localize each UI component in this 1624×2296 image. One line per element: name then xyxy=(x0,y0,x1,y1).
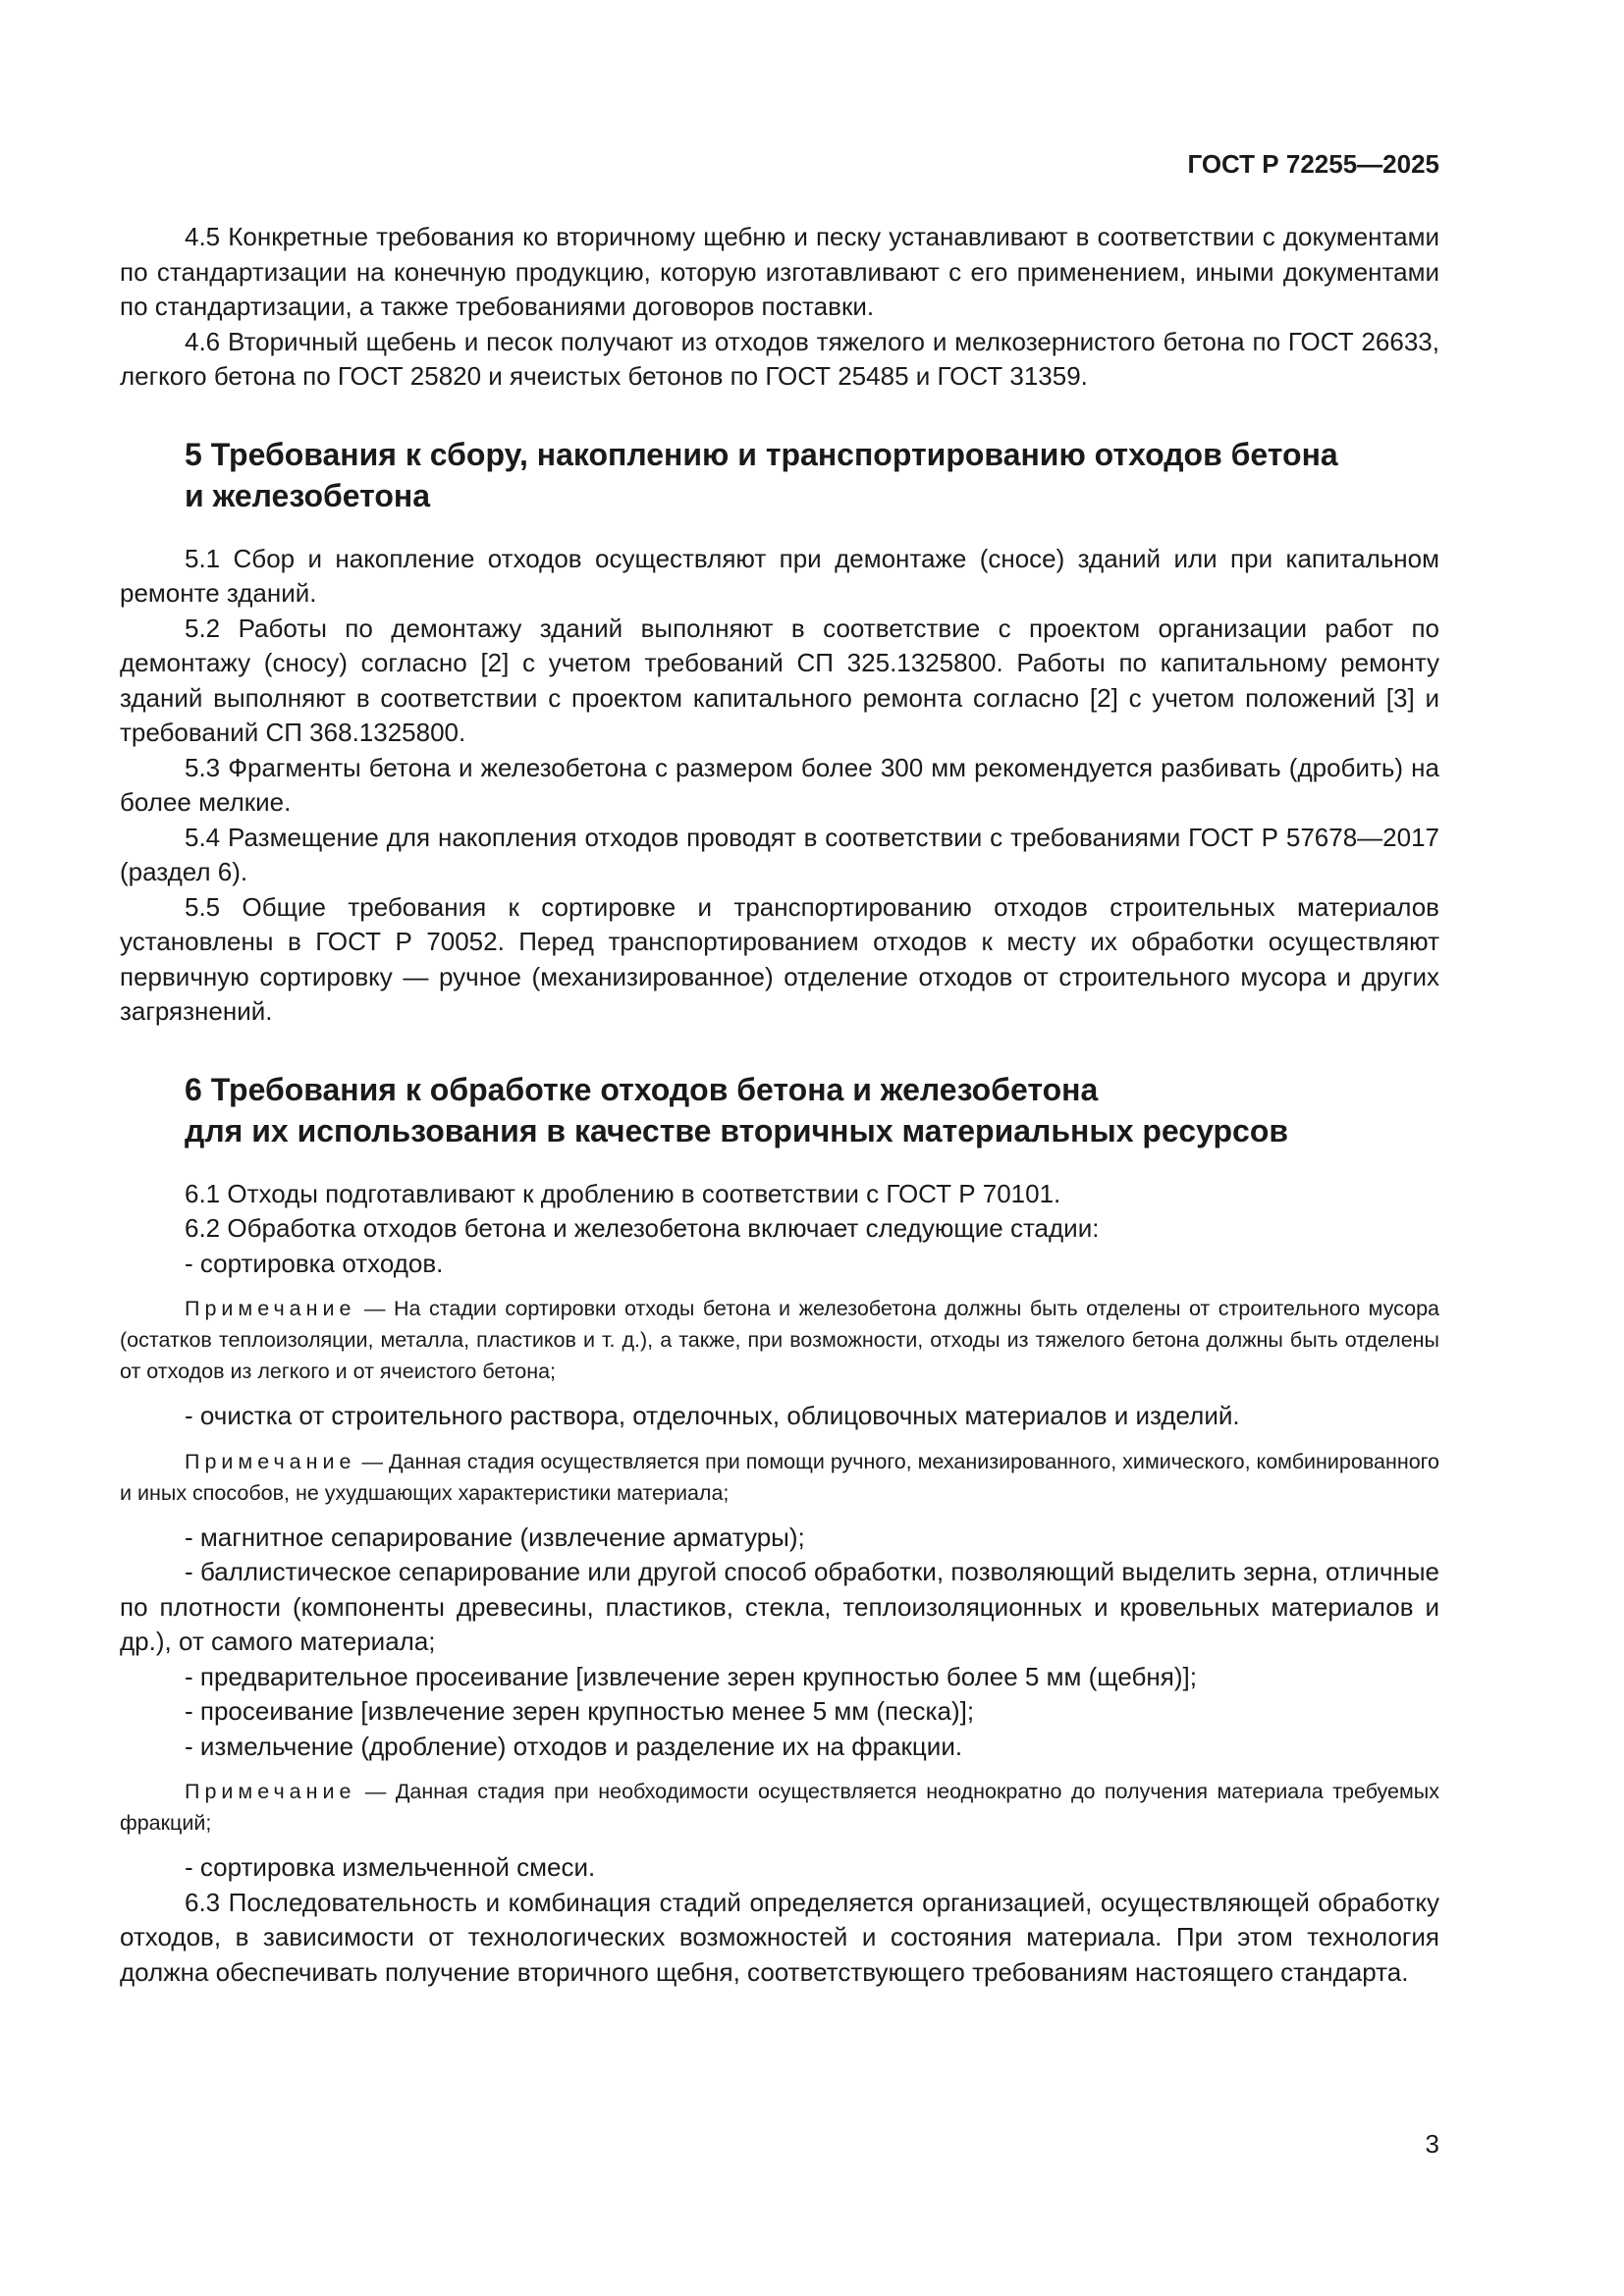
list-item-sorting: - сортировка отходов. xyxy=(185,1248,444,1278)
section-5-heading xyxy=(120,434,1439,516)
section-5-heading-line2: и железобетона xyxy=(185,477,431,513)
note-sorting-text: — На стадии сортировки отходы бетона и железобетона должны быть отделены от строительного мусора (остатков теплоизоляции, металла, пластиков и т. д.), а также, при возможности, отходы из тяжелого бетона должны быть отделены от отходов из легкого и от ячеистого бетона; xyxy=(120,1297,1439,1383)
paragraph-5-4: 5.4 Размещение для накопления отходов проводят в соответствии с требованиями ГОСТ Р 57678—2017 (раздел 6). xyxy=(120,822,1439,886)
list-item-screen: - просеивание [извлечение зерен крупностью менее 5 мм (песка)]; xyxy=(185,1696,975,1726)
note-label: Примечание xyxy=(185,1297,356,1320)
note-crushing xyxy=(120,1776,1439,1839)
note-label: Примечание xyxy=(185,1449,356,1473)
paragraph-5-3: 5.3 Фрагменты бетона и железобетона с размером более 300 мм рекомендуется разбивать (дробить) на более мелкие. xyxy=(120,752,1439,817)
note-sorting xyxy=(120,1293,1439,1387)
note-cleaning xyxy=(120,1446,1439,1509)
section-5-heading-line1: 5 Требования к сбору, накоплению и транспортированию отходов бетона xyxy=(185,436,1338,472)
section-6-heading-line2: для их использования в качестве вторичных материальных ресурсов xyxy=(185,1112,1289,1148)
page-number: 3 xyxy=(1425,2129,1439,2159)
note-cleaning-text: — Данная стадия осуществляется при помощи ручного, механизированного, химического, комбинированного и иных способов, не ухудшающих характеристики материала; xyxy=(120,1449,1439,1505)
section-6-heading xyxy=(120,1069,1439,1151)
paragraph-6-3: 6.3 Последовательность и комбинация стадий определяется организацией, осуществляющей обработку отходов, в зависимости от технологических возможностей и состояния материала. При этом технология должна обеспечивать получение вторичного щебня, соответствующего требованиям настоящего стандарта. xyxy=(120,1887,1439,1987)
document-body xyxy=(120,220,1439,1990)
list-item-prescreen: - предварительное просеивание [извлечение зерен крупностью более 5 мм (щебня)]; xyxy=(185,1661,1197,1691)
list-item-crushing: - измельчение (дробление) отходов и разделение их на фракции. xyxy=(185,1731,963,1761)
paragraph-5-2: 5.2 Работы по демонтажу зданий выполняют в соответствие с проектом организации работ по демонтажу (сносу) согласно [2] с учетом требований СП 325.1325800. Работы по капитальному ремонту зданий выполняют в соответствии с проектом капитального ремонта согласно [2] с учетом положений [3] и требований СП 368.1325800. xyxy=(120,613,1439,747)
paragraph-6-1: 6.1 Отходы подготавливают к дроблению в соответствии с ГОСТ Р 70101. xyxy=(185,1178,1061,1208)
section-6-heading-line1: 6 Требования к обработке отходов бетона и железобетона xyxy=(185,1071,1099,1107)
paragraph-4-6: 4.6 Вторичный щебень и песок получают из отходов тяжелого и мелкозернистого бетона по ГОСТ 26633, легкого бетона по ГОСТ 25820 и ячеистых бетонов по ГОСТ 25485 и ГОСТ 31359. xyxy=(120,326,1439,391)
list-item-cleaning: - очистка от строительного раствора, отделочных, облицовочных материалов и изделий. xyxy=(185,1401,1240,1430)
list-item-mix: - сортировка измельченной смеси. xyxy=(185,1852,596,1882)
paragraph-4-5: 4.5 Конкретные требования ко вторичному щебню и песку устанавливают в соответствии с документами по стандартизации на конечную продукцию, которую изготавливают с его применением, иными документами по стандартизации, а также требованиями договоров поставки. xyxy=(120,222,1439,321)
list-item-magnetic: - магнитное сепарирование (извлечение арматуры); xyxy=(185,1522,805,1552)
paragraph-5-5: 5.5 Общие требования к сортировке и транспортированию отходов строительных материалов установлены в ГОСТ Р 70052. Перед транспортированием отходов к месту их обработки осуществляют первичную сортировку — ручное (механизированное) отделение отходов от строительного мусора и других загрязнений. xyxy=(120,891,1439,1026)
note-crushing-text: — Данная стадия при необходимости осуществляется неоднократно до получения материала требуемых фракций; xyxy=(120,1780,1439,1835)
note-label: Примечание xyxy=(185,1780,356,1803)
list-item-ballistic: - баллистическое сепарирование или другой способ обработки, позволяющий выделить зерна, отличные по плотности (компоненты древесины, пластиков, стекла, теплоизоляционных и кровельных материалов и др.), от самого материала; xyxy=(120,1557,1439,1656)
paragraph-6-2: 6.2 Обработка отходов бетона и железобетона включает следующие стадии: xyxy=(185,1213,1100,1243)
paragraph-5-1: 5.1 Сбор и накопление отходов осуществляют при демонтаже (сносе) зданий или при капитальном ремонте зданий. xyxy=(120,543,1439,608)
document-header: ГОСТ Р 72255—2025 xyxy=(1187,149,1439,179)
